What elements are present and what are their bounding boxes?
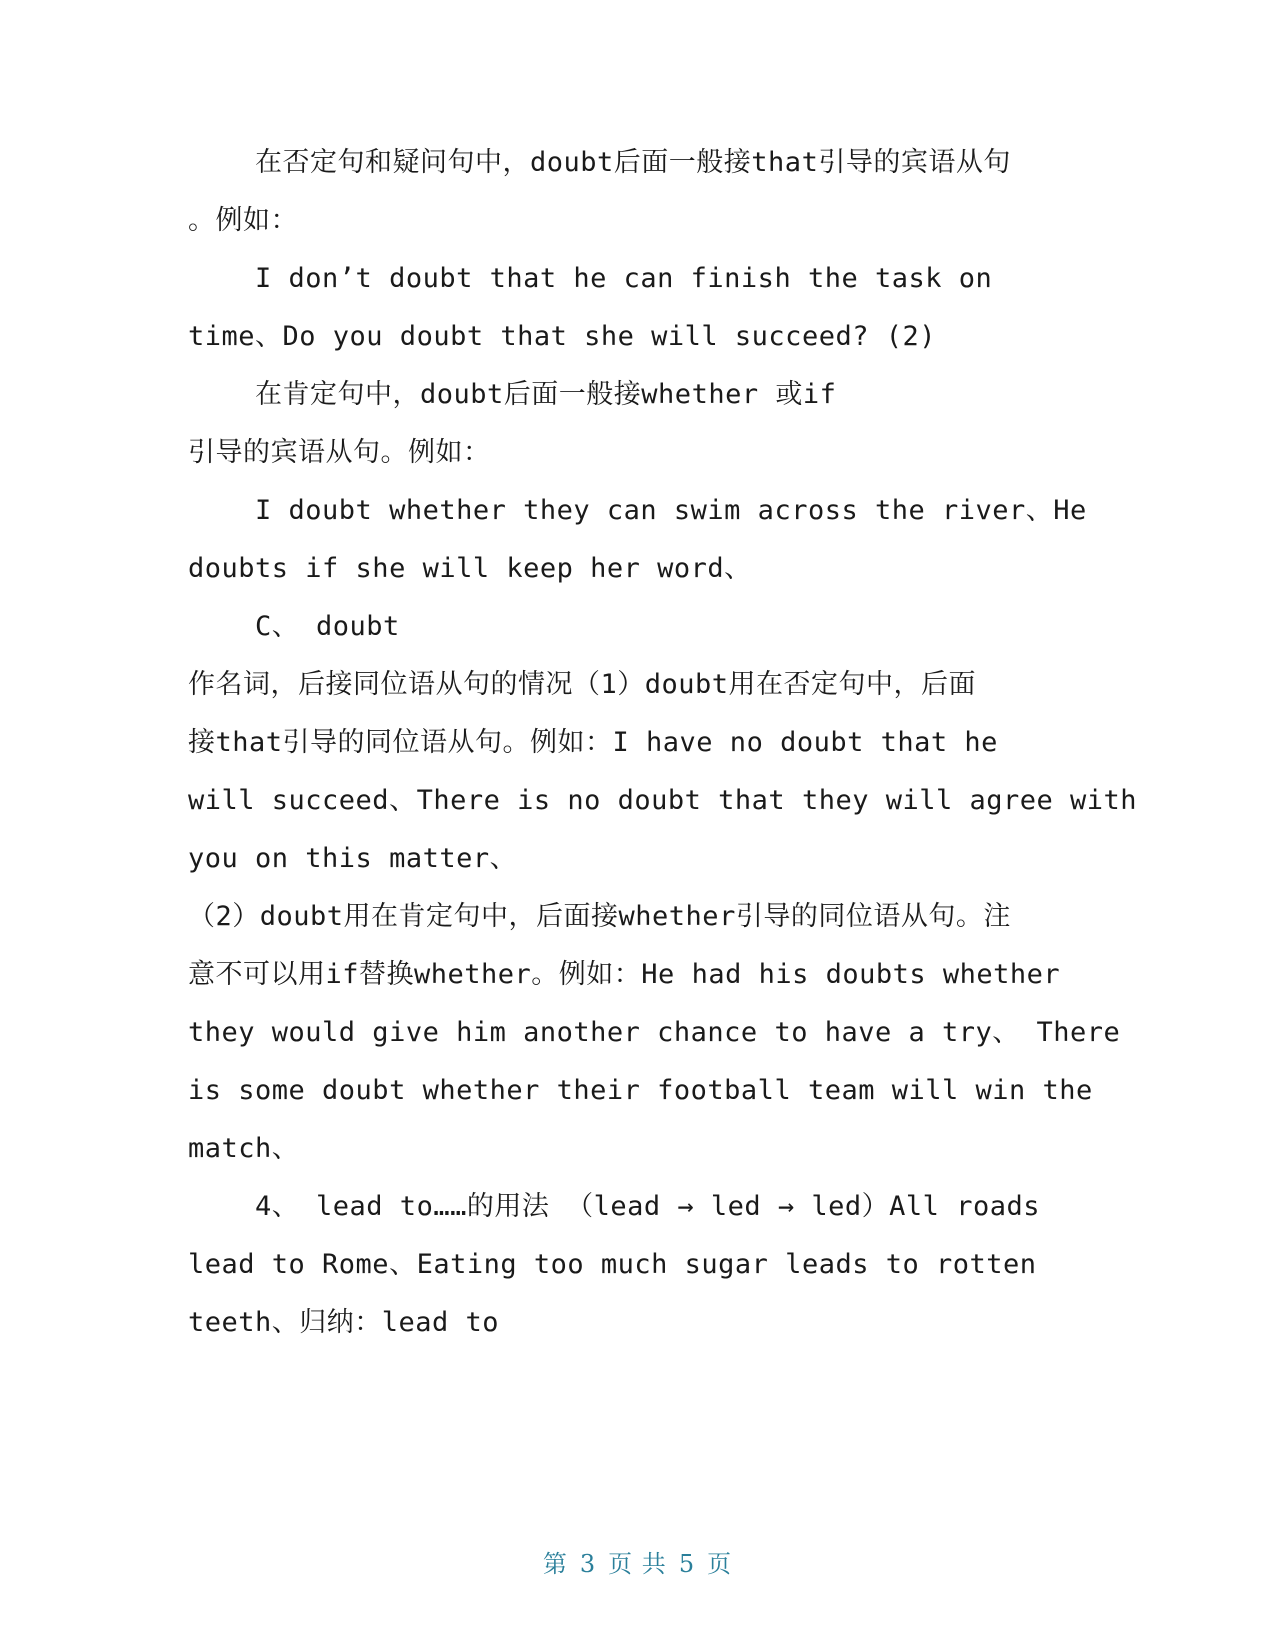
body-text-line: time、Do you doubt that she will succeed? (2): [188, 321, 936, 352]
body-text-line: 引导的宾语从句。例如：: [188, 437, 491, 468]
body-text-line: is some doubt whether their football team will win the: [188, 1075, 1093, 1106]
body-text-line: I don’t doubt that he can finish the task on: [188, 263, 993, 294]
body-text-line: 。例如：: [188, 205, 298, 236]
footer-middle: 页 共: [608, 1550, 667, 1578]
body-text-line: C、 doubt: [188, 611, 400, 642]
body-text-line: you on this matter、: [188, 843, 518, 874]
body-text-line: I doubt whether they can swim across the river、He: [188, 495, 1087, 526]
body-text-line: teeth、归纳：lead to: [188, 1307, 500, 1338]
body-text-line: 接that引导的同位语从句。例如：I have no doubt that he: [188, 727, 998, 758]
body-text-line: （2）doubt用在肯定句中，后面接whether引导的同位语从句。注: [188, 901, 1011, 932]
body-text-line: 意不可以用if替换whether。例如：He had his doubts whether: [188, 959, 1061, 990]
footer-suffix: 页: [707, 1550, 733, 1578]
body-text-line: will succeed、There is no doubt that they will agree with: [188, 785, 1138, 816]
page-footer: [0, 1544, 1275, 1579]
body-text-line: 在否定句和疑问句中，doubt后面一般接that引导的宾语从句: [188, 147, 1011, 178]
body-text-line: 在肯定句中，doubt后面一般接whether 或if: [188, 379, 837, 410]
footer-prefix: 第: [542, 1550, 568, 1578]
body-text-line: match、: [188, 1133, 300, 1164]
footer-current-page: 3: [579, 1550, 597, 1578]
body-text-line: they would give him another chance to have a try、 There: [188, 1017, 1121, 1048]
body-text-line: doubts if she will keep her word、: [188, 553, 752, 584]
body-text-line: 作名词，后接同位语从句的情况（1）doubt用在否定句中，后面: [188, 669, 977, 700]
body-text-line: lead to Rome、Eating too much sugar leads to rotten: [188, 1249, 1037, 1280]
body-text-line: 4、 lead to……的用法 （lead → led → led）All roads: [188, 1191, 1040, 1222]
footer-total-pages: 5: [678, 1550, 696, 1578]
